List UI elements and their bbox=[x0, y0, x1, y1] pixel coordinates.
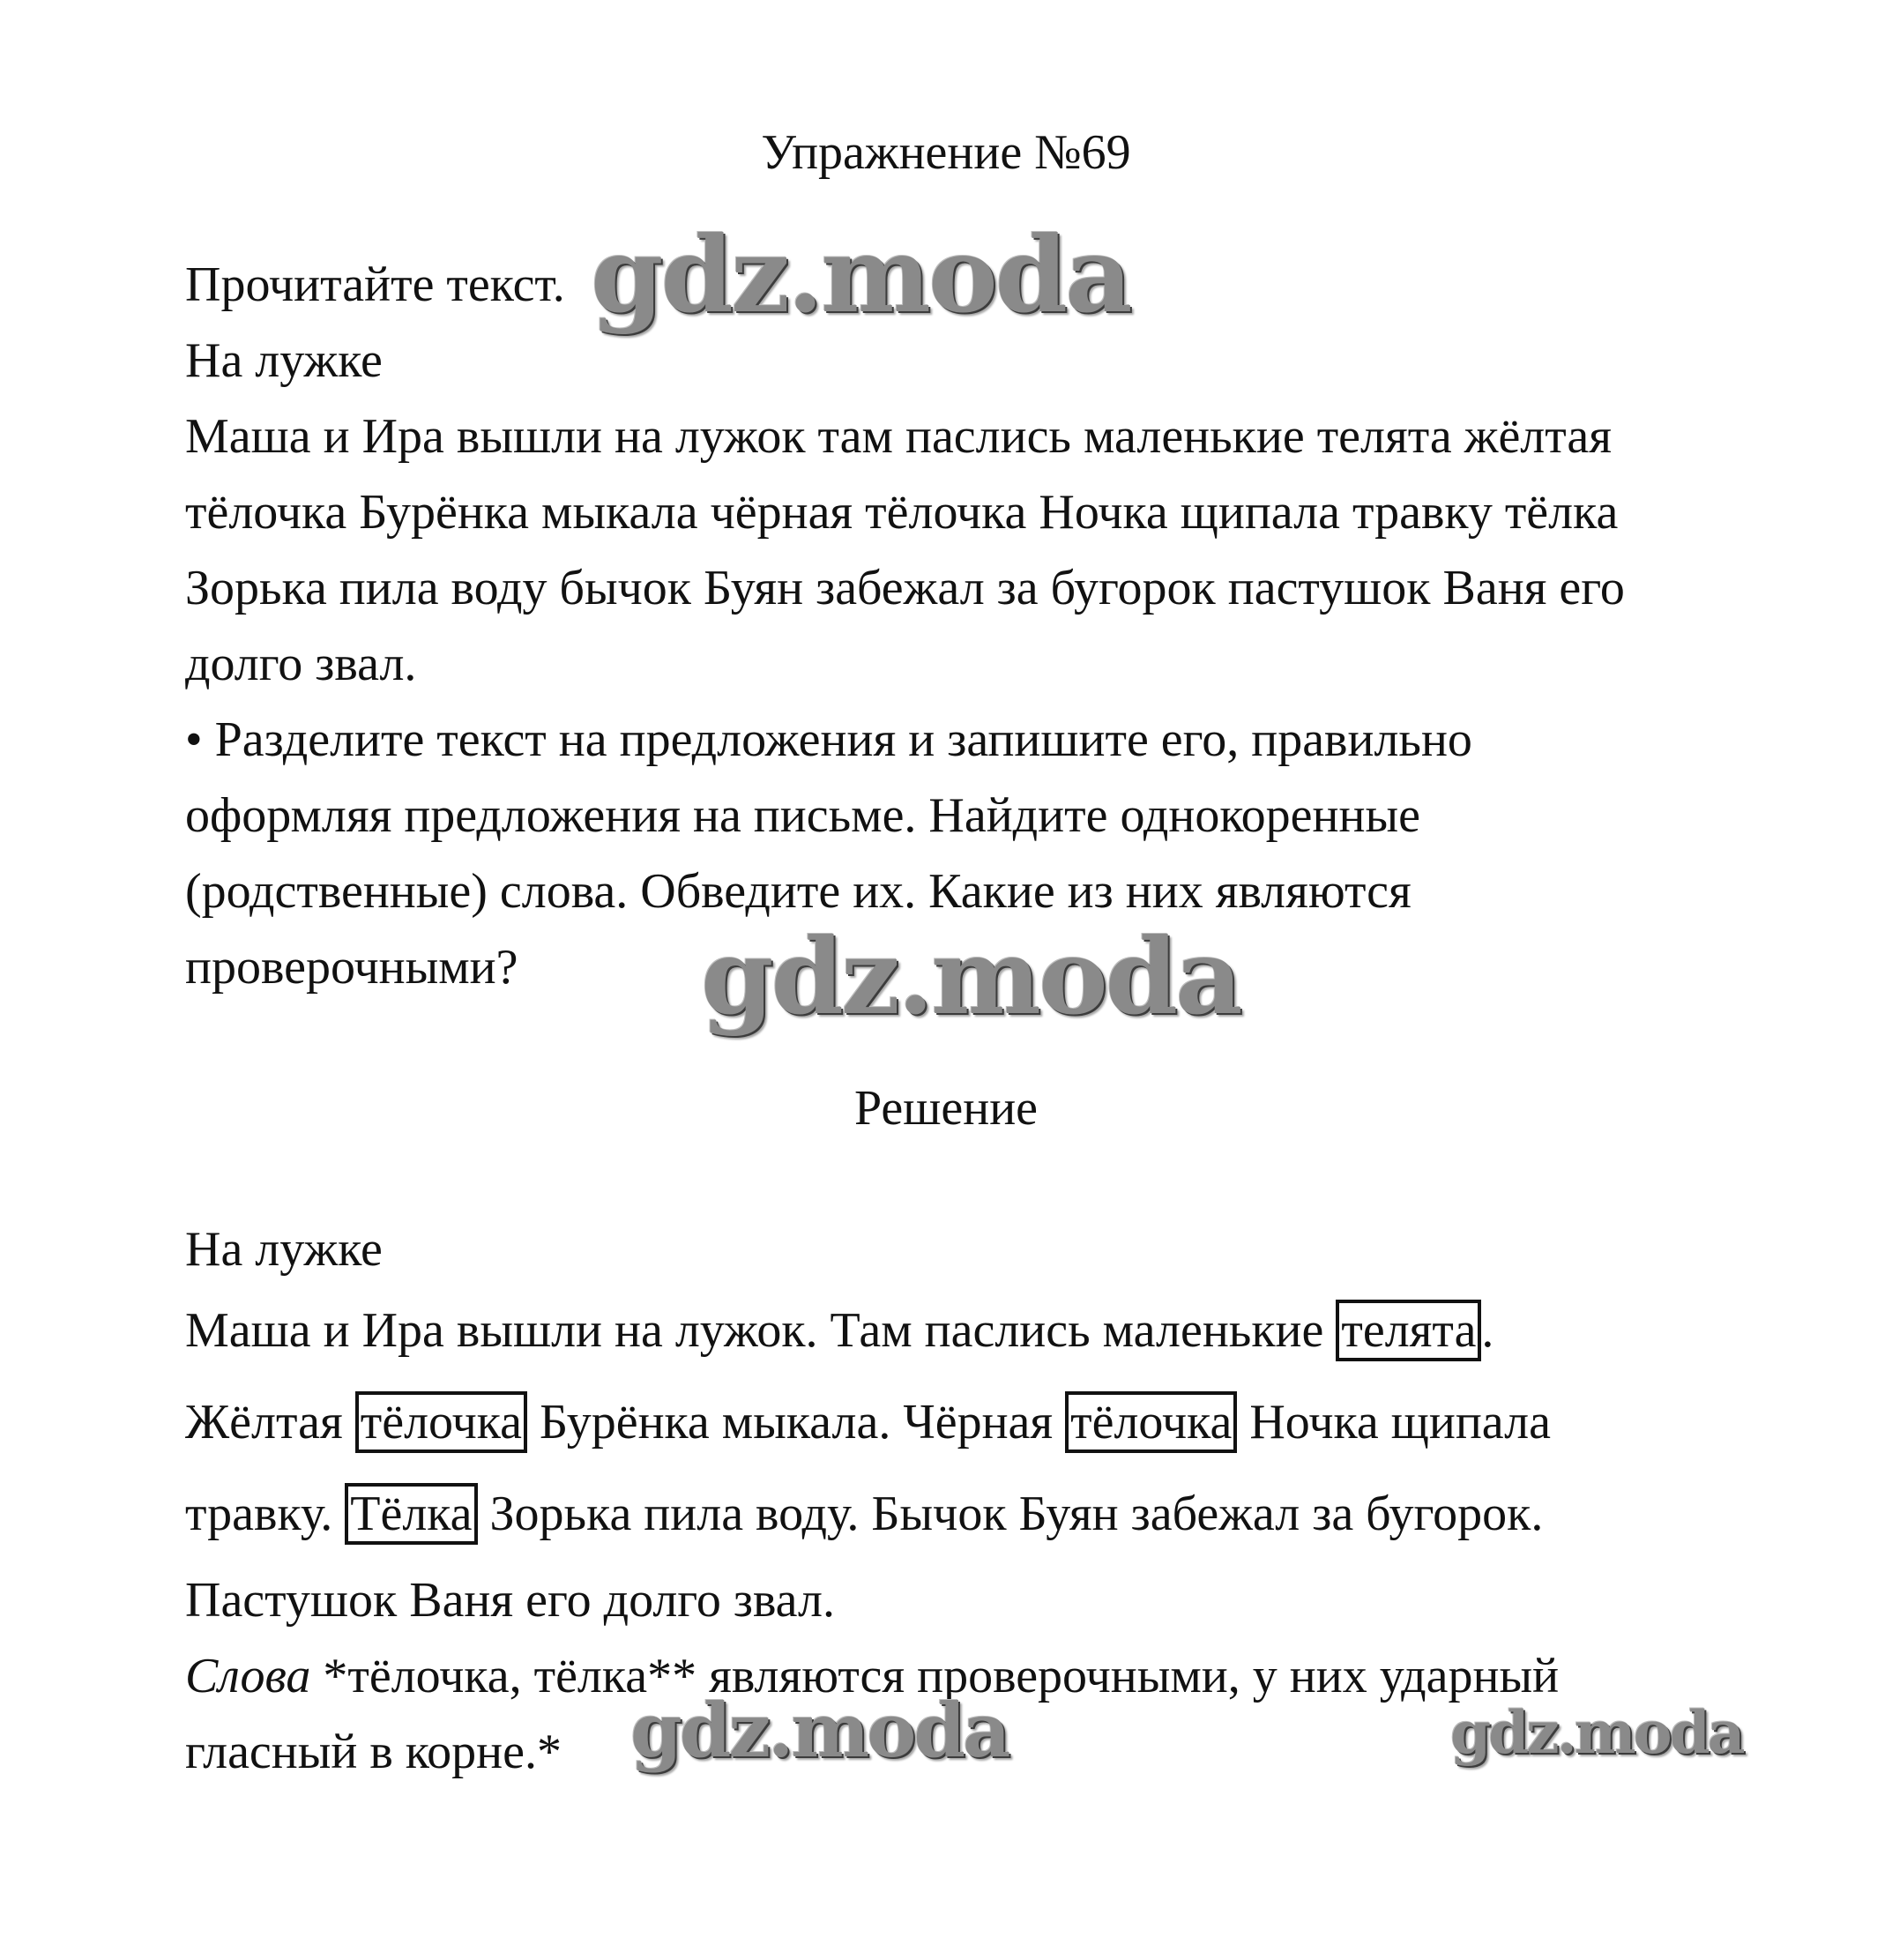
solution-line-1 bbox=[185, 1300, 1493, 1361]
root-word-box: тёлочка bbox=[355, 1391, 527, 1453]
conclusion-text: *тёлочка, тёлка** являются проверочными, у них ударный bbox=[310, 1649, 1560, 1703]
exercise-title: Упражнение №69 bbox=[761, 125, 1131, 180]
task-text-line: Маша и Ира вышли на лужок там паслись маленькие телята жёлтая bbox=[185, 409, 1613, 464]
solution-line-3 bbox=[185, 1483, 1543, 1545]
solution-title: Решение bbox=[853, 1081, 1039, 1136]
task-question-line: • Разделите текст на предложения и запишите его, правильно bbox=[185, 712, 1472, 767]
solution-line-4: Пастушок Ваня его долго звал. bbox=[185, 1573, 835, 1628]
solution-line-2 bbox=[185, 1391, 1551, 1453]
task-heading: На лужке bbox=[185, 333, 383, 388]
root-word-box: телята bbox=[1336, 1300, 1481, 1361]
watermark-logo: gdz.moda bbox=[1450, 1698, 1743, 1767]
root-word-box: тёлочка bbox=[1065, 1391, 1237, 1453]
task-question-line: (родственные) слова. Обведите их. Какие из них являются bbox=[185, 864, 1412, 919]
task-question-line: оформляя предложения на письме. Найдите однокоренные bbox=[185, 788, 1420, 843]
watermark-logo: gdz.moda bbox=[701, 915, 1240, 1038]
solution-conclusion-line-2: гласный в корне.* bbox=[185, 1725, 562, 1779]
solution-text: Ночка щипала bbox=[1237, 1395, 1551, 1450]
solution-text: . bbox=[1481, 1303, 1494, 1358]
watermark-logo: gdz.moda bbox=[591, 213, 1130, 336]
task-instruction: Прочитайте текст. bbox=[185, 257, 565, 312]
conclusion-italic-word: Слова bbox=[185, 1649, 311, 1703]
solution-text: Маша и Ира вышли на лужок. Там паслись маленькие bbox=[185, 1303, 1337, 1358]
solution-text: Жёлтая bbox=[185, 1395, 355, 1450]
solution-heading: На лужке bbox=[185, 1222, 383, 1277]
watermark-logo: gdz.moda bbox=[630, 1687, 1009, 1774]
task-question-line: проверочными? bbox=[185, 940, 518, 995]
solution-text: Зорька пила воду. Бычок Буян забежал за бугорок. bbox=[477, 1487, 1544, 1541]
task-text-line: долго звал. bbox=[185, 637, 417, 691]
task-text-line: тёлочка Бурёнка мыкала чёрная тёлочка Ночка щипала травку тёлка bbox=[185, 485, 1619, 540]
root-word-box: Тёлка bbox=[345, 1483, 477, 1545]
solution-text: травку. bbox=[185, 1487, 346, 1541]
solution-text: Бурёнка мыкала. Чёрная bbox=[526, 1395, 1066, 1450]
task-text-line: Зорька пила воду бычок Буян забежал за бугорок пастушок Ваня его bbox=[185, 561, 1625, 615]
